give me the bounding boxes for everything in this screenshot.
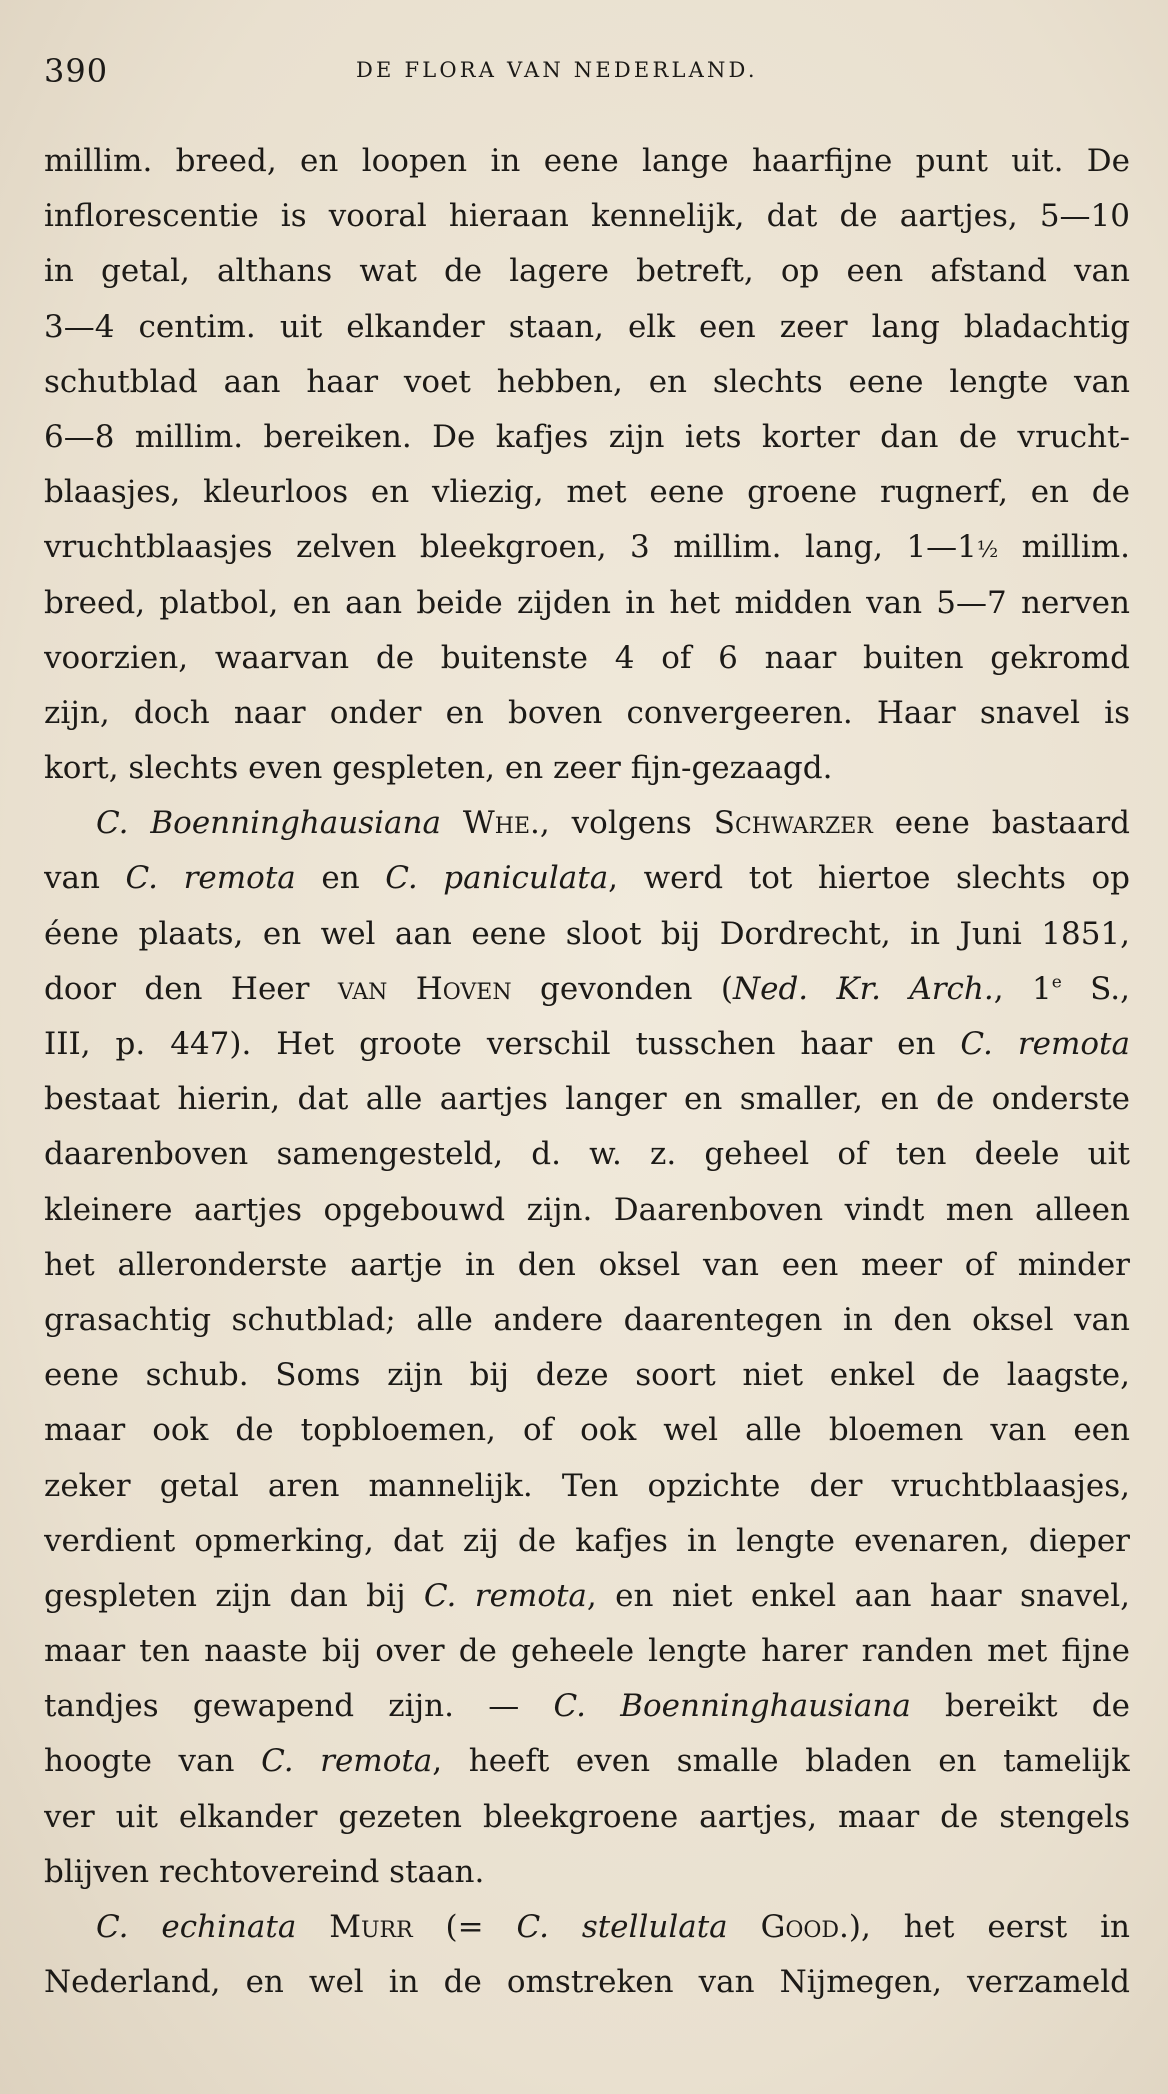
text-span: bereikt de xyxy=(910,1688,1130,1725)
text-span: millim. xyxy=(998,529,1130,566)
text-span: (= xyxy=(412,1909,517,1945)
author-name: Whe. xyxy=(462,805,540,842)
text-line: éene plaats, en wel aan eene sloot bij Dordrecht, in Juni 1851, xyxy=(44,915,1130,952)
text-line: daarenboven samengesteld, d. w. z. geheel of ten deele uit xyxy=(44,1136,1130,1173)
text-line: zeker getal aren mannelijk. Ten opzichte der vruchtblaasjes, xyxy=(44,1467,1130,1504)
text-span: , 1 xyxy=(993,970,1052,1007)
text-span: door den Heer xyxy=(44,970,338,1007)
fraction: ½ xyxy=(976,538,999,564)
text-line: ver uit elkander gezeten bleekgroene aartjes, maar de stengels xyxy=(44,1798,1130,1835)
text-span: , werd tot hiertoe slechts op xyxy=(608,860,1130,897)
text-line: voorzien, waarvan de buitenste 4 of 6 naar buiten gekromd xyxy=(44,639,1130,676)
text-line: kleinere aartjes opgebouwd zijn. Daarenboven vindt men alleen xyxy=(44,1191,1130,1228)
text-line: 6—8 millim. bereiken. De kafjes zijn iets korter dan de vrucht- xyxy=(44,418,1130,455)
text-line: inflorescentie is vooral hieraan kennelijk, dat de aartjes, 5—10 xyxy=(44,198,1130,235)
text-line xyxy=(44,520,1130,575)
text-line: Nederland, en wel in de omstreken van Nijmegen, verzameld xyxy=(44,1964,1130,2001)
text-span: gespleten zijn dan bij xyxy=(44,1577,424,1614)
text-span: tandjes gewapend zijn. — xyxy=(44,1688,554,1725)
text-line: grasachtig schutblad; alle andere daarentegen in den oksel van xyxy=(44,1301,1130,1338)
text-line: blaasjes, kleurloos en vliezig, met eene groene rugnerf, en de xyxy=(44,474,1130,511)
author-name: Good. xyxy=(760,1909,849,1945)
text-span: , heeft even smalle bladen en tamelijk xyxy=(432,1743,1130,1780)
body-text xyxy=(44,134,1130,2010)
text-line: maar ook de topbloemen, of ook wel alle bloemen van een xyxy=(44,1412,1130,1449)
text-line xyxy=(44,796,1130,851)
text-line: verdient opmerking, dat zij de kafjes in lengte evenaren, dieper xyxy=(44,1522,1130,1559)
text-line: maar ten naaste bij over de geheele lengte harer randen met fijne xyxy=(44,1633,1130,1670)
text-span: , en niet enkel aan haar snavel, xyxy=(586,1577,1130,1614)
text-line: millim. breed, en loopen in eene lange haarfijne punt uit. De xyxy=(44,143,1130,179)
text-line: eene schub. Soms zijn bij deze soort niet enkel de laagste, xyxy=(44,1357,1130,1394)
page-number: 390 xyxy=(44,52,109,90)
author-name: Murr xyxy=(329,1909,413,1945)
species-name: C. paniculata xyxy=(385,860,609,897)
species-name: C. Boenninghausiana xyxy=(553,1688,911,1725)
species-name: C. echinata xyxy=(96,1909,297,1945)
text-line xyxy=(44,1679,1130,1734)
text-span: III, p. 447). Het groote verschil tusschen haar en xyxy=(44,1026,961,1062)
text-line: zijn, doch naar onder en boven convergeeren. Haar snavel is xyxy=(44,694,1130,731)
text-span: , volgens xyxy=(539,805,714,842)
text-line xyxy=(44,1734,1130,1789)
species-name: C. remota xyxy=(960,1026,1130,1062)
text-span: hoogte van xyxy=(44,1743,262,1780)
text-line xyxy=(44,1900,1130,1955)
text-line xyxy=(44,1017,1130,1072)
text-span: S., xyxy=(1061,970,1130,1007)
species-name: C. Boenninghausiana xyxy=(96,805,441,842)
text-line xyxy=(44,962,1130,1017)
species-name: C. remota xyxy=(125,860,296,897)
text-span: ), het eerst in xyxy=(848,1909,1130,1945)
text-span: vruchtblaasjes zelven bleekgroen, 3 millim. lang, 1—1 xyxy=(44,529,977,566)
running-title: DE FLORA VAN NEDERLAND. xyxy=(356,58,758,82)
text-line: bestaat hierin, dat alle aartjes langer en smaller, en de onderste xyxy=(44,1081,1130,1118)
text-line: breed, platbol, en aan beide zijden in het midden van 5—7 nerven xyxy=(44,584,1130,621)
text-line: 3—4 centim. uit elkander staan, elk een zeer lang bladachtig xyxy=(44,308,1130,345)
text-span: gevonden ( xyxy=(511,970,733,1007)
text-line: blijven rechtovereind staan. xyxy=(44,1853,485,1890)
species-name: C. remota xyxy=(261,1743,433,1780)
person-name: van Hoven xyxy=(337,970,512,1007)
text-span: eene bastaard xyxy=(872,805,1130,842)
page-header xyxy=(44,52,1130,96)
text-line: kort, slechts even gespleten, en zeer fijn-gezaagd. xyxy=(44,750,833,787)
reference-title: Ned. Kr. Arch. xyxy=(732,970,994,1007)
text-span: van xyxy=(44,860,126,897)
text-line xyxy=(44,851,1130,906)
text-line: het alleronderste aartje in den oksel van een meer of minder xyxy=(44,1246,1130,1283)
person-name: Schwarzer xyxy=(713,805,873,842)
text-line: schutblad aan haar voet hebben, en slechts eene lengte van xyxy=(44,363,1130,400)
text-line: in getal, althans wat de lagere betreft, op een afstand van xyxy=(44,253,1130,290)
superscript: e xyxy=(1051,972,1062,993)
species-name: C. stellulata xyxy=(516,1909,728,1945)
text-line xyxy=(44,1569,1130,1624)
text-span: en xyxy=(295,860,386,897)
species-name: C. remota xyxy=(423,1577,587,1614)
